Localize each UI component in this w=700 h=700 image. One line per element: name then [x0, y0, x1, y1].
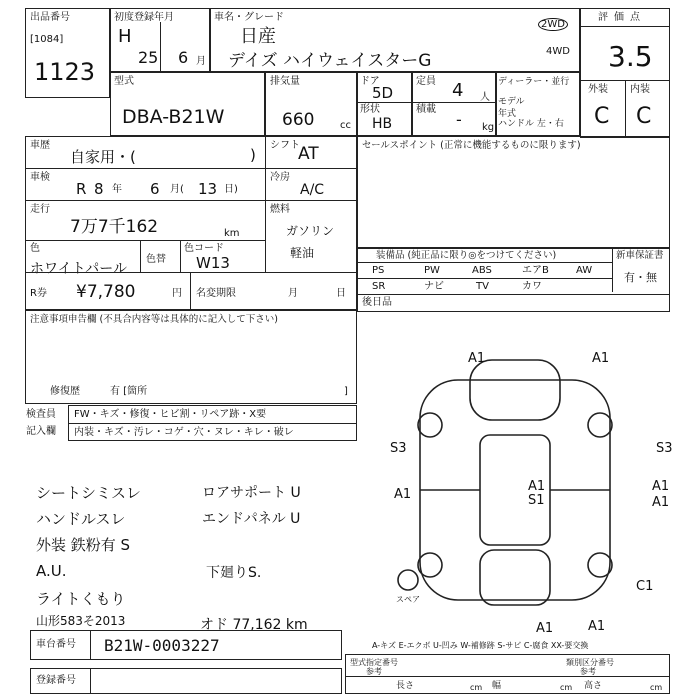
ext-grade: C	[594, 104, 610, 129]
door-div	[357, 102, 412, 103]
diagram-wheel-rl	[418, 553, 442, 577]
ac-value: A/C	[300, 182, 325, 198]
diagram-hood	[470, 360, 560, 420]
warranty-label: 新車保証書	[616, 250, 664, 261]
recycle-unit: 円	[172, 288, 182, 299]
entry-label: 記入欄	[26, 426, 56, 437]
load-unit: kg	[482, 122, 495, 133]
ac-label: 冷房	[270, 172, 290, 183]
odo: オド 77,162 km	[200, 617, 308, 633]
cap-label: 定員	[416, 76, 436, 87]
reg-era: H	[118, 26, 132, 47]
drive-2wd: 2WD	[538, 18, 568, 31]
repair-label: 修復歴	[50, 386, 80, 397]
history-value: 自家用・(	[70, 148, 136, 166]
color-code-label: 色コード	[184, 243, 224, 254]
color-value: ホワイトパール	[30, 261, 128, 277]
score-label: 評価点	[598, 12, 646, 23]
regnum-box	[30, 668, 342, 694]
grade-vdiv	[625, 80, 626, 138]
disp-value: 660	[282, 110, 315, 130]
drive-4wd: 4WD	[546, 46, 570, 57]
fuel-gas: ガソリン	[286, 224, 335, 238]
door-label: ドア	[360, 76, 380, 87]
type-value: DBA-B21W	[122, 106, 225, 128]
disp-label: 排気量	[270, 76, 300, 87]
comment-right3: 下廻りS.	[206, 565, 262, 581]
int-grade: C	[636, 104, 652, 129]
warranty-value: 有・無	[624, 271, 657, 284]
width-unit: cm	[560, 683, 573, 692]
shape-label: 形状	[360, 104, 380, 115]
diagram-mark-8: A1	[528, 479, 546, 494]
diagram-mark-9: S1	[528, 493, 545, 508]
row4-div	[25, 272, 357, 273]
int-row: 内装・キズ・汚レ・コゲ・穴・ヌレ・キレ・破レ	[74, 427, 294, 438]
diagram-mark-5: S3	[656, 441, 673, 456]
load-label: 積載	[416, 104, 436, 115]
history-vdiv	[265, 136, 266, 272]
insp-year-unit: 年	[112, 184, 122, 195]
mileage-unit: km	[224, 228, 240, 239]
insp-label: 車検	[30, 172, 50, 183]
diagram-spare-label: スペア	[396, 595, 420, 604]
diagram-mark-4: A1	[394, 487, 412, 502]
cap-div	[412, 102, 496, 103]
equip-div3	[357, 294, 670, 295]
type-label: 型式	[114, 76, 134, 87]
height-unit: cm	[650, 683, 663, 692]
diagram-legend: A-キズ E-エクボ U-凹み W-補修跡 S-サビ C-腐食 XX-要交換	[372, 641, 589, 650]
name-change-month: 月	[288, 288, 298, 299]
repair-value: 有 [箇所	[110, 386, 148, 397]
class-ref-label: 参考	[580, 667, 596, 676]
diagram-mark-3: S3	[390, 441, 407, 456]
shift-value: AT	[298, 144, 319, 164]
diagram-mark-2: A1	[592, 351, 610, 366]
reg-div	[160, 22, 161, 72]
width-label: 幅	[492, 681, 502, 691]
warranty-vdiv	[612, 248, 613, 292]
disp-unit: cc	[340, 120, 351, 131]
equip-r2c4: カワ	[522, 281, 542, 292]
diagram-wheel-fl	[418, 413, 442, 437]
insp-month-unit: 月(	[170, 184, 184, 195]
fuel-diesel: 軽油	[290, 246, 315, 260]
comment-line1: シートシミスレ	[36, 484, 142, 502]
cap-value: 4	[452, 80, 464, 101]
form-model-label: 型式指定番号	[350, 658, 398, 667]
equip-div2	[357, 278, 612, 279]
reg-year: 25	[138, 48, 159, 67]
fw-row: FW・キズ・修復・ヒビ割・リペア跡・X要	[74, 409, 267, 420]
check-div	[68, 423, 357, 424]
name-label: 車名・グレード	[214, 12, 284, 23]
equip-r2c1: SR	[372, 281, 386, 292]
row2-div	[25, 200, 357, 201]
chassis-vdiv	[90, 630, 91, 660]
recycle-vdiv	[190, 272, 191, 310]
ext-label: 外装	[588, 84, 608, 95]
fuel-label: 燃料	[270, 204, 290, 215]
model-grade: デイズ ハイウェイスターG	[228, 51, 432, 71]
color-label: 色	[30, 243, 40, 254]
diagram-trunk	[480, 550, 550, 605]
length-label: 長さ	[396, 681, 415, 691]
dealer-label: ディーラー・並行	[498, 77, 570, 87]
comment-right2: エンドパネル U	[202, 511, 301, 527]
color-code-value: W13	[196, 254, 230, 272]
comment-line2: ハンドルスレ	[36, 510, 126, 528]
length-unit: cm	[470, 683, 483, 692]
equip-r1c4: エアB	[522, 265, 549, 276]
int-label: 内装	[630, 84, 650, 95]
recycle-value: ¥7,780	[76, 282, 136, 302]
reg-month: 6	[178, 48, 189, 67]
equip-r1c3: ABS	[472, 265, 492, 276]
recycle-label: R券	[30, 288, 47, 299]
row1-div	[25, 168, 357, 169]
shift-label: シフト	[270, 140, 300, 151]
diagram-mark-11: A1	[536, 621, 554, 636]
insp-day-unit: 日)	[224, 184, 238, 195]
equip-div1	[357, 262, 612, 263]
color-vdiv1	[140, 240, 141, 272]
notes-label: 注意事項申告欄 (不具合内容等は具体的に記入して下さい)	[30, 314, 278, 325]
insp-era: R	[76, 180, 87, 198]
equip-r2c2: ナビ	[424, 281, 444, 292]
maker: 日産	[240, 26, 276, 47]
diagram-wheel-rr	[588, 553, 612, 577]
model-year-label: モデル年式	[498, 97, 525, 119]
equip-r1c1: PS	[372, 265, 385, 276]
lot-label: 出品番号	[30, 12, 70, 23]
height-label: 高さ	[584, 681, 603, 691]
comment-line5: ライトくもり	[36, 590, 126, 608]
handle-label: ハンドル 左・右	[498, 119, 564, 129]
mileage-value: 7万7千162	[70, 217, 159, 237]
name-change-day: 日	[336, 288, 346, 299]
door-value: 5D	[372, 84, 394, 102]
shape-value: HB	[372, 116, 393, 132]
rear-seat-label: 後日品	[362, 297, 392, 308]
sales-box	[357, 136, 670, 248]
insp-day: 13	[198, 180, 218, 198]
sales-label: セールスポイント (正常に機能するものに限ります)	[362, 140, 581, 151]
form-div	[345, 676, 670, 677]
repair-close: ]	[344, 386, 348, 397]
reg-label: 初度登録年月	[114, 12, 174, 23]
form-ref-label: 参考	[366, 667, 382, 676]
comment-right1: ロアサポート U	[202, 485, 301, 501]
chassis-value: B21W-0003227	[104, 636, 220, 655]
class-label: 類別区分番号	[566, 658, 614, 667]
diagram-mark-7: A1	[652, 495, 670, 510]
diagram-spare-tire	[398, 570, 418, 590]
score: 3.5	[608, 40, 653, 73]
diagram-mark-1: A1	[468, 351, 486, 366]
insp-month: 6	[150, 180, 160, 198]
lot-sub: [1084]	[30, 34, 64, 45]
mileage-label: 走行	[30, 204, 50, 215]
equip-label: 装備品 (純正品に限り◎をつけてください)	[376, 250, 557, 261]
cap-unit: 人	[480, 92, 490, 103]
load-value: -	[456, 110, 462, 129]
comment-line4: A.U.	[36, 562, 67, 580]
inspector-label: 検査員	[26, 409, 56, 420]
car-diagram	[360, 340, 673, 640]
diagram-wheel-fr	[588, 413, 612, 437]
equip-r1c5: AW	[576, 265, 593, 276]
comment-line3: 外装 鉄粉有 S	[36, 536, 131, 554]
diagram-mark-12: A1	[588, 619, 606, 634]
score-div	[580, 26, 670, 27]
chassis-label: 車台番号	[36, 639, 76, 650]
diagram-mark-10: C1	[636, 579, 654, 594]
color-change-label: 色替	[146, 254, 166, 265]
regnum-label: 登録番号	[36, 675, 76, 686]
row3-div	[25, 240, 265, 241]
history-close: )	[250, 146, 256, 164]
name-change-label: 名変期限	[196, 288, 236, 299]
regnum-vdiv	[90, 668, 91, 694]
reg-month-unit: 月	[196, 56, 206, 67]
equip-r2c3: TV	[476, 281, 489, 292]
diagram-mark-6: A1	[652, 479, 670, 494]
color-vdiv2	[180, 240, 181, 272]
comment-line6: 山形583そ2013	[36, 614, 126, 628]
equip-r1c2: PW	[424, 265, 440, 276]
lot-number: 1123	[34, 58, 96, 86]
history-label: 車歴	[30, 140, 50, 151]
insp-year: 8	[94, 180, 104, 198]
